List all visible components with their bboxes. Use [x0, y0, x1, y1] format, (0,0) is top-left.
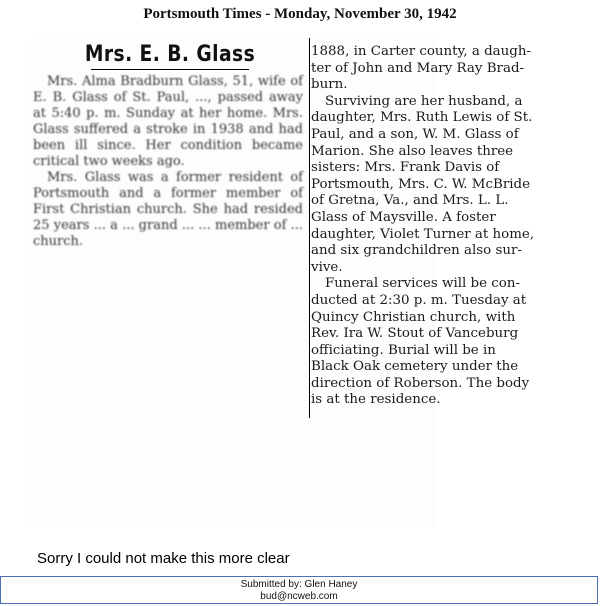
right-column-text — [311, 44, 600, 409]
newspaper-header: Portsmouth Times - Monday, November 30, 1942 — [143, 6, 457, 22]
article-line: officiating. Burial will be in — [311, 342, 496, 358]
headline-rule — [91, 69, 249, 70]
submitter-note: Sorry I could not make this more clear — [37, 550, 290, 567]
article-line: of Gretna, Va., and Mrs. L. L. — [311, 193, 509, 209]
email-link[interactable]: bud@ncweb.com — [260, 591, 338, 602]
article-line: is at the residence. — [311, 392, 441, 408]
left-column — [31, 38, 310, 418]
article-line: Paul, and a son, W. M. Glass of — [311, 126, 519, 142]
newspaper-clipping — [31, 38, 535, 528]
article-line: burn. — [311, 77, 348, 93]
blurred-left-text — [31, 74, 309, 250]
submitted-by-text: Submitted by: Glen Haney — [240, 579, 358, 590]
article-line: Surviving are her husband, a — [325, 93, 523, 109]
article-line: Rev. Ira W. Stout of Vanceburg — [311, 326, 519, 342]
article-line: ducted at 2:30 p. m. Tuesday at — [311, 292, 527, 308]
article-line: 1888, in Carter county, a daugh- — [311, 44, 531, 59]
submission-footer — [0, 576, 598, 604]
article-line: direction of Roberson. The body — [311, 375, 530, 391]
article-line: vive. — [311, 259, 343, 275]
article-line: Marion. She also leaves three — [311, 143, 514, 159]
right-column — [311, 44, 535, 524]
article-line: Glass of Maysville. A foster — [311, 209, 496, 225]
obituary-headline: Mrs. E. B. Glass — [84, 42, 256, 67]
article-line: Black Oak cemetery under the — [311, 359, 519, 375]
article-line: Quincy Christian church, with — [311, 309, 516, 325]
article-line: Funeral services will be con- — [325, 276, 521, 292]
article-line: Portsmouth, Mrs. C. W. McBride — [311, 176, 531, 192]
left-paragraph: Mrs. Alma Bradburn Glass, 51, wife of E. B. Glass of St. Paul, ..., passed away at 5:40 p. m. Sunday at her home. Mrs. Glass suffered a stroke in 1938 and had been ill since. Her condition became critical two weeks ago. — [33, 74, 303, 169]
article-line: ter of John and Mary Ray Brad- — [311, 60, 525, 76]
article-line: daughter, Mrs. Ruth Lewis of St. — [311, 110, 533, 126]
article-line: daughter, Violet Turner at home, — [311, 226, 535, 242]
article-line: and six grandchildren also sur- — [311, 243, 522, 259]
left-paragraph: Mrs. Glass was a former resident of Portsmouth and a former member of First Christian church. She had resided 25 years ... a ... grand ... ... member of ... church. — [33, 170, 303, 249]
article-line: sisters: Mrs. Frank Davis of — [311, 160, 500, 176]
